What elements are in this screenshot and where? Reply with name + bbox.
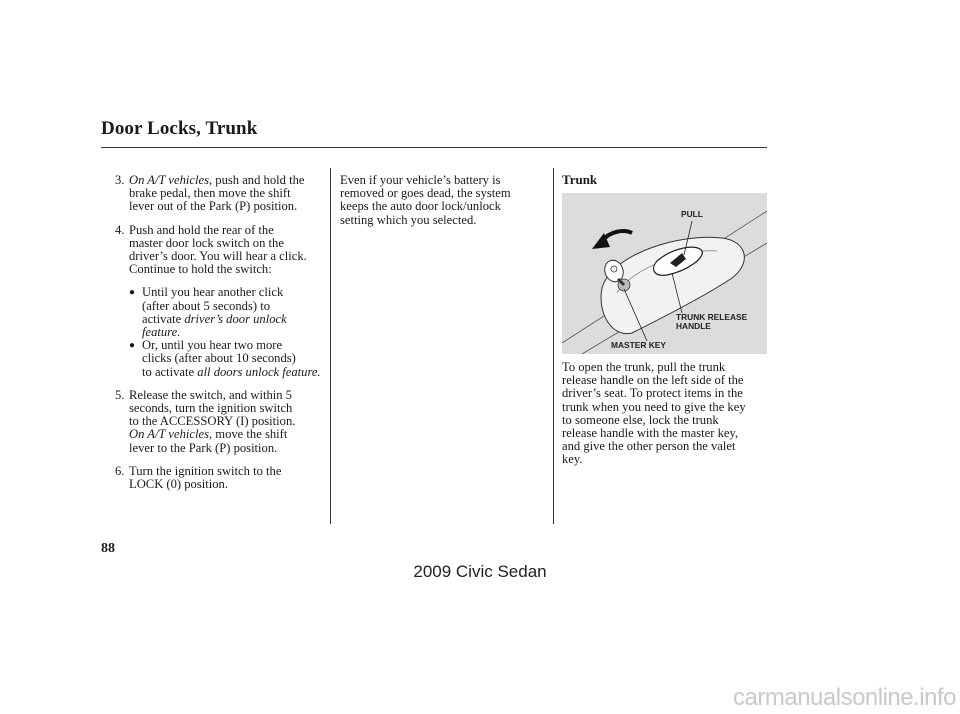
bullet1-line: Until you hear another click xyxy=(142,285,284,300)
bullet2-line: clicks (after about 10 seconds) xyxy=(142,351,296,366)
bullet1-italic-2: feature. xyxy=(142,325,181,340)
right-line: release handle on the left side of the xyxy=(562,373,744,388)
column-divider-left xyxy=(330,168,331,524)
right-line: trunk when you need to give the key xyxy=(562,399,746,414)
step5-line: Release the switch, and within 5 xyxy=(129,387,292,402)
label-trunk-release: TRUNK RELEASE xyxy=(676,312,748,322)
watermark: carmanualsonline.info xyxy=(733,684,956,711)
trunk-heading: Trunk xyxy=(562,172,598,187)
middle-line: removed or goes dead, the system xyxy=(340,186,511,201)
step4-line: Push and hold the rear of the xyxy=(129,222,274,237)
bullet2-prefix: to activate xyxy=(142,364,195,379)
step4-line: Continue to hold the switch: xyxy=(129,262,272,277)
step5-line: to the ACCESSORY (I) position. xyxy=(129,414,296,429)
label-master-key: MASTER KEY xyxy=(611,340,666,350)
step-4 xyxy=(115,224,330,277)
step3-italic: On A/T vehicles xyxy=(129,173,209,187)
step3-line1: , push and hold the xyxy=(208,173,305,187)
page-title: Door Locks, Trunk xyxy=(101,118,258,139)
step5-line: seconds, turn the ignition switch xyxy=(129,401,293,416)
step-3 xyxy=(115,174,330,214)
step5-after: , move the shift xyxy=(208,427,288,442)
title-rule xyxy=(101,147,767,148)
step4-line: driver’s door. You will hear a click. xyxy=(129,249,307,264)
step5-italic: On A/T vehicles xyxy=(129,427,209,442)
step5-last: lever to the Park (P) position. xyxy=(129,440,278,455)
column-divider-right xyxy=(553,168,554,524)
right-line: to someone else, lock the trunk xyxy=(562,412,719,427)
middle-line: keeps the auto door lock/unlock xyxy=(340,199,501,214)
bullet-dot: ● xyxy=(129,340,136,352)
right-line: key. xyxy=(562,452,583,467)
step-6 xyxy=(115,465,330,491)
step6-line: LOCK (0) position. xyxy=(129,477,228,492)
right-line: driver’s seat. To protect items in the xyxy=(562,386,743,401)
step4-line: master door lock switch on the xyxy=(129,235,284,250)
trunk-release-figure xyxy=(562,193,767,354)
right-line: release handle with the master key, xyxy=(562,426,739,441)
bullet-1 xyxy=(115,286,330,339)
bullet1-line: (after about 5 seconds) to xyxy=(142,298,270,313)
bullet-2 xyxy=(115,339,330,379)
trunk-release-illustration xyxy=(562,193,767,354)
left-column xyxy=(115,174,330,491)
footer-caption: 2009 Civic Sedan xyxy=(413,562,547,581)
step-number: 6. xyxy=(115,463,125,478)
page-number: 88 xyxy=(101,541,115,556)
step6-line: Turn the ignition switch to the xyxy=(129,463,282,478)
bullet2-italic: all doors unlock feature. xyxy=(197,364,321,379)
middle-column xyxy=(340,174,550,227)
step-5 xyxy=(115,389,330,455)
bullet1-italic: driver’s door unlock xyxy=(184,311,287,326)
right-column-text xyxy=(562,361,767,467)
bullet-dot: ● xyxy=(129,287,136,299)
bullet2-line: Or, until you hear two more xyxy=(142,338,283,353)
middle-line: setting which you selected. xyxy=(340,212,477,227)
step3-line2: brake pedal, then move the shift xyxy=(129,186,291,201)
right-line: and give the other person the valet xyxy=(562,439,736,454)
bullet1-prefix: activate xyxy=(142,311,182,326)
step-number: 4. xyxy=(115,222,125,237)
step-number: 3. xyxy=(115,173,125,187)
middle-line: Even if your vehicle’s battery is xyxy=(340,173,501,187)
step3-line3: lever out of the Park (P) position. xyxy=(129,199,298,214)
label-handle: HANDLE xyxy=(676,321,711,331)
right-line: To open the trunk, pull the trunk xyxy=(562,360,726,374)
step-number: 5. xyxy=(115,387,125,402)
label-pull: PULL xyxy=(681,209,703,219)
